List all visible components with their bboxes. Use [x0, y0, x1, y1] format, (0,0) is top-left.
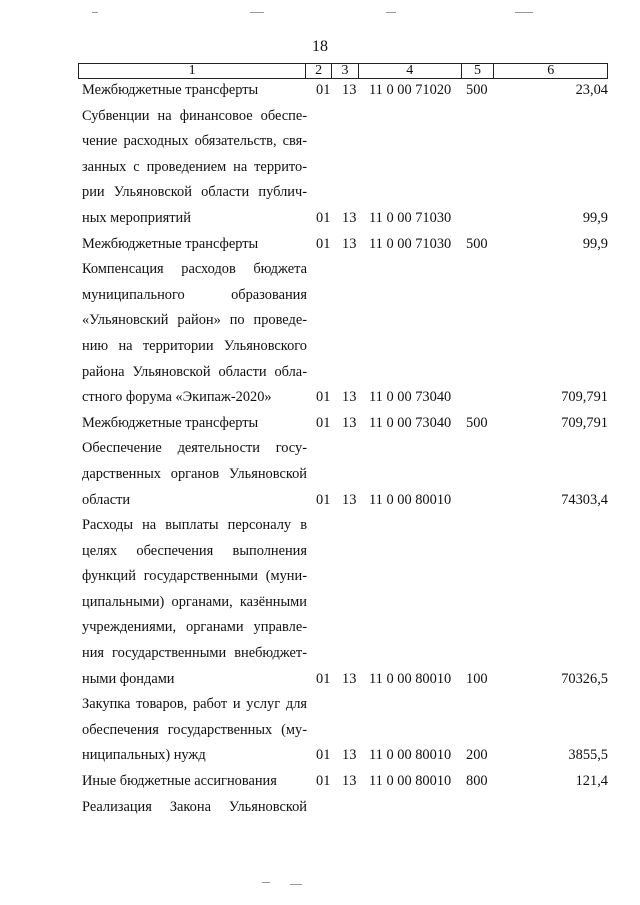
- table-row: [0, 81, 640, 107]
- row-description: обеспечения государственных (му-: [82, 721, 307, 738]
- row-code-subsection: 13: [342, 414, 357, 431]
- row-description: целях обеспечения выполнения: [82, 542, 307, 559]
- row-description: ниципальных) нужд: [82, 747, 206, 764]
- row-description: ния государственными внебюджет-: [82, 645, 307, 662]
- header-col-4: 4: [359, 64, 462, 78]
- table-header-row: [78, 63, 608, 79]
- row-code-expense-type: 500: [466, 82, 488, 98]
- row-line: [0, 286, 640, 312]
- row-line: [0, 593, 640, 619]
- row-line: [0, 644, 640, 670]
- row-description: Закупка товаров, работ и услуг для: [82, 696, 307, 713]
- row-amount: 99,9: [582, 209, 608, 226]
- row-line: [0, 388, 640, 414]
- table-row: [0, 516, 640, 695]
- row-code-section: 01: [316, 209, 331, 226]
- row-line: [0, 414, 640, 440]
- row-description: муниципального образования: [82, 286, 307, 303]
- table-row: [0, 772, 640, 798]
- row-code-section: 01: [316, 82, 331, 98]
- row-code-target-article: 11 0 00 71020: [369, 82, 452, 98]
- row-code-expense-type: 800: [466, 773, 488, 790]
- row-line: [0, 772, 640, 798]
- row-description: Компенсация расходов бюджета: [82, 261, 307, 278]
- row-line: [0, 363, 640, 389]
- row-description: дарственных органов Ульяновской: [82, 465, 307, 482]
- row-code-subsection: 13: [342, 491, 357, 508]
- row-description: функций государственными (муни-: [82, 568, 307, 585]
- row-line: [0, 260, 640, 286]
- row-code-expense-type: 500: [466, 235, 488, 252]
- row-code-section: 01: [316, 389, 331, 406]
- scan-speck: [290, 884, 302, 885]
- scan-speck: [386, 12, 396, 13]
- table-row: [0, 260, 640, 414]
- row-description: учреждениями, органами управле-: [82, 619, 307, 636]
- row-amount: 74303,4: [561, 491, 608, 508]
- row-amount: 709,791: [561, 414, 608, 431]
- scan-speck: [250, 12, 264, 13]
- row-line: [0, 721, 640, 747]
- row-description: Реализация Закона Ульяновской: [82, 798, 307, 815]
- row-description: ципальными) органами, казёнными: [82, 593, 307, 610]
- row-description: ных мероприятий: [82, 209, 191, 226]
- row-amount: 99,9: [582, 235, 608, 252]
- row-code-expense-type: 500: [466, 414, 488, 431]
- row-amount: 709,791: [561, 389, 608, 406]
- row-amount: 121,4: [575, 773, 608, 790]
- row-code-section: 01: [316, 747, 331, 764]
- row-code-expense-type: 200: [466, 747, 488, 764]
- row-code-target-article: 11 0 00 80010: [369, 670, 452, 687]
- row-code-subsection: 13: [342, 773, 357, 790]
- row-description: области: [82, 491, 131, 508]
- row-code-section: 01: [316, 491, 331, 508]
- row-description: нию на территории Ульяновского: [82, 337, 307, 354]
- row-description: Субвенции на финансовое обеспе-: [82, 107, 307, 124]
- row-code-target-article: 11 0 00 73040: [369, 389, 452, 406]
- row-line: [0, 235, 640, 261]
- row-code-section: 01: [316, 235, 331, 252]
- row-amount: 70326,5: [561, 670, 608, 687]
- table-row: [0, 439, 640, 516]
- row-line: [0, 491, 640, 517]
- page-number: 18: [312, 38, 328, 55]
- table-row: [0, 798, 640, 824]
- header-col-6: 6: [547, 63, 555, 78]
- header-col-5: 5: [462, 64, 495, 78]
- row-code-subsection: 13: [342, 747, 357, 764]
- row-description: Межбюджетные трансферты: [82, 235, 259, 252]
- row-description: чение расходных обязательств, свя-: [82, 133, 307, 150]
- row-code-subsection: 13: [342, 82, 357, 98]
- row-description: стного форума «Экипаж-2020»: [82, 389, 272, 406]
- table-body: [0, 81, 640, 823]
- row-code-target-article: 11 0 00 71030: [369, 235, 452, 252]
- table-row: [0, 695, 640, 772]
- row-code-target-article: 11 0 00 80010: [369, 747, 452, 764]
- row-line: [0, 158, 640, 184]
- row-code-target-article: 11 0 00 80010: [369, 491, 452, 508]
- row-amount: 23,04: [575, 82, 608, 98]
- row-code-subsection: 13: [342, 670, 357, 687]
- row-line: [0, 670, 640, 696]
- row-amount: 3855,5: [568, 747, 608, 764]
- row-line: [0, 746, 640, 772]
- row-line: [0, 567, 640, 593]
- row-description: Обеспечение деятельности госу-: [82, 440, 307, 457]
- row-description: занных с проведением на террито-: [82, 158, 307, 175]
- row-line: [0, 542, 640, 568]
- row-line: [0, 798, 640, 824]
- row-line: [0, 311, 640, 337]
- row-line: [0, 465, 640, 491]
- table-row: [0, 414, 640, 440]
- row-line: [0, 81, 640, 107]
- scan-speck: [515, 12, 533, 13]
- row-line: [0, 183, 640, 209]
- table-row: [0, 235, 640, 261]
- row-code-subsection: 13: [342, 209, 357, 226]
- header-col-1: 1: [79, 64, 306, 78]
- row-description: района Ульяновской области обла-: [82, 363, 307, 380]
- row-code-target-article: 11 0 00 71030: [369, 209, 452, 226]
- row-description: Межбюджетные трансферты: [82, 82, 259, 98]
- header-col-2: 2: [306, 64, 332, 78]
- row-description: ными фондами: [82, 670, 175, 687]
- row-code-section: 01: [316, 414, 331, 431]
- scan-speck: [262, 882, 270, 883]
- row-description: рии Ульяновской области публич-: [82, 184, 307, 201]
- row-line: [0, 337, 640, 363]
- row-code-subsection: 13: [342, 235, 357, 252]
- row-line: [0, 516, 640, 542]
- table-row: [0, 107, 640, 235]
- row-line: [0, 695, 640, 721]
- row-code-subsection: 13: [342, 389, 357, 406]
- row-description: Межбюджетные трансферты: [82, 414, 259, 431]
- scan-speck: [92, 12, 98, 13]
- row-line: [0, 618, 640, 644]
- row-line: [0, 209, 640, 235]
- row-code-section: 01: [316, 773, 331, 790]
- row-code-expense-type: 100: [466, 670, 488, 687]
- row-line: [0, 439, 640, 465]
- row-code-section: 01: [316, 670, 331, 687]
- row-description: Расходы на выплаты персоналу в: [82, 517, 307, 534]
- header-col-3: 3: [332, 64, 359, 78]
- row-line: [0, 132, 640, 158]
- row-description: «Ульяновский район» по проведе-: [82, 312, 307, 329]
- row-description: Иные бюджетные ассигнования: [82, 773, 277, 790]
- row-code-target-article: 11 0 00 80010: [369, 773, 452, 790]
- row-line: [0, 107, 640, 133]
- row-code-target-article: 11 0 00 73040: [369, 414, 452, 431]
